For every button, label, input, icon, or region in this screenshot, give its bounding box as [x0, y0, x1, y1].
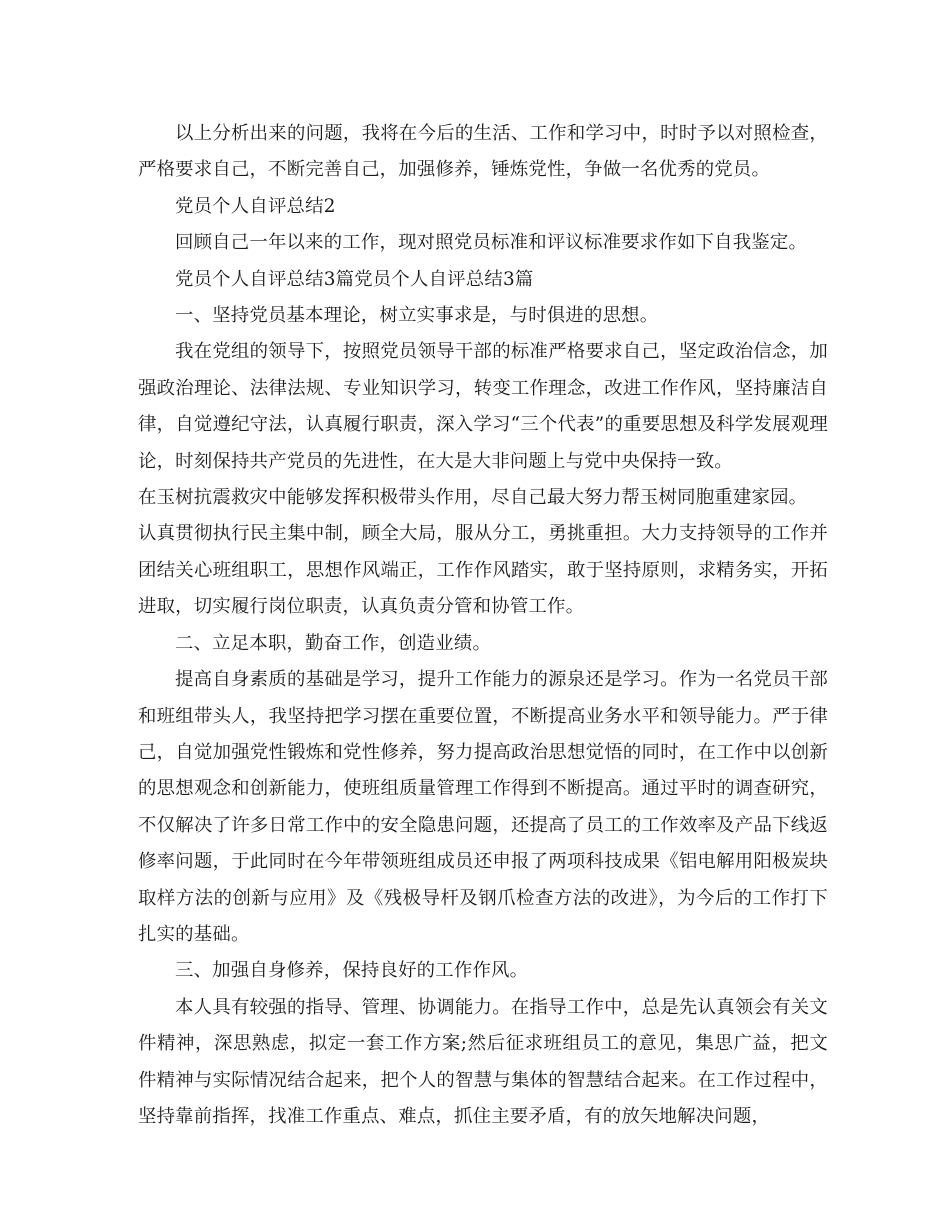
subheading-one: 一、坚持党员基本理论，树立实事求是，与时俱进的思想。 — [175, 305, 659, 327]
document-body — [138, 116, 828, 1135]
section-heading-3: 党员个人自评总结3篇党员个人自评总结3篇 — [175, 268, 534, 290]
paragraph-democratic-centralism: 认真贯彻执行民主集中制，顾全大局，服从分工，勇挑重担。大力支持领导的工作并团结关心班组职工，思想作风端正，工作作风踏实，敢于坚持原则，求精务实，开拓进取，切实履行岗位职责，认真负责分管和协管工作。 — [138, 523, 828, 618]
paragraph-yushu-relief: 在玉树抗震救灾中能够发挥积极带头作用，尽自己最大努力帮玉树同胞重建家园。 — [138, 487, 808, 509]
paragraph-management-ability: 本人具有较强的指导、管理、协调能力。在指导工作中，总是先认真领会有关文件精神，深思熟虑，拟定一套工作方案;然后征求班组员工的意见，集思广益，把文件精神与实际情况结合起来，把个人的智慧与集体的智慧结合起来。在工作过程中，坚持靠前指挥，找准工作重点、难点，抓住主要矛盾，有的放矢地解决问题， — [138, 996, 828, 1127]
section-heading-2: 党员个人自评总结2 — [175, 195, 336, 217]
subheading-three: 三、加强自身修养，保持良好的工作作风。 — [175, 960, 529, 982]
paragraph-conclusion: 以上分析出来的问题，我将在今后的生活、工作和学习中，时时予以对照检查，严格要求自己，不断完善自己，加强修养，锤炼党性，争做一名优秀的党员。 — [138, 123, 828, 181]
paragraph-study: 提高自身素质的基础是学习，提升工作能力的源泉还是学习。作为一名党员干部和班组带头人，我坚持把学习摆在重要位置，不断提高业务水平和领导能力。严于律己，自觉加强党性锻炼和党性修养，努力提高政治思想觉悟的同时，在工作中以创新的思想观念和创新能力，使班组质量管理工作得到不断提高。通过平时的调查研究，不仅解决了许多日常工作中的安全隐患问题，还提高了员工的工作效率及产品下线返修率问题，于此同时在今年带领班组成员还申报了两项科技成果《铝电解用阳极炭块取样方法的创新与应用》及《残极导杆及钢爪检查方法的改进》，为今后的工作打下扎实的基础。 — [138, 669, 828, 945]
paragraph-review-intro: 回顾自己一年以来的工作，现对照党员标准和评议标准要求作如下自我鉴定。 — [175, 232, 808, 254]
paragraph-party-leadership: 我在党组的领导下，按照党员领导干部的标准严格要求自己，坚定政治信念，加强政治理论、法律法规、专业知识学习，转变工作理念，改进工作作风，坚持廉洁自律，自觉遵纪守法，认真履行职责，深入学习“三个代表”的重要思想及科学发展观理论，时刻保持共产党员的先进性，在大是大非问题上与党中央保持一致。 — [138, 341, 828, 472]
subheading-two: 二、立足本职，勤奋工作，创造业绩。 — [175, 632, 492, 654]
